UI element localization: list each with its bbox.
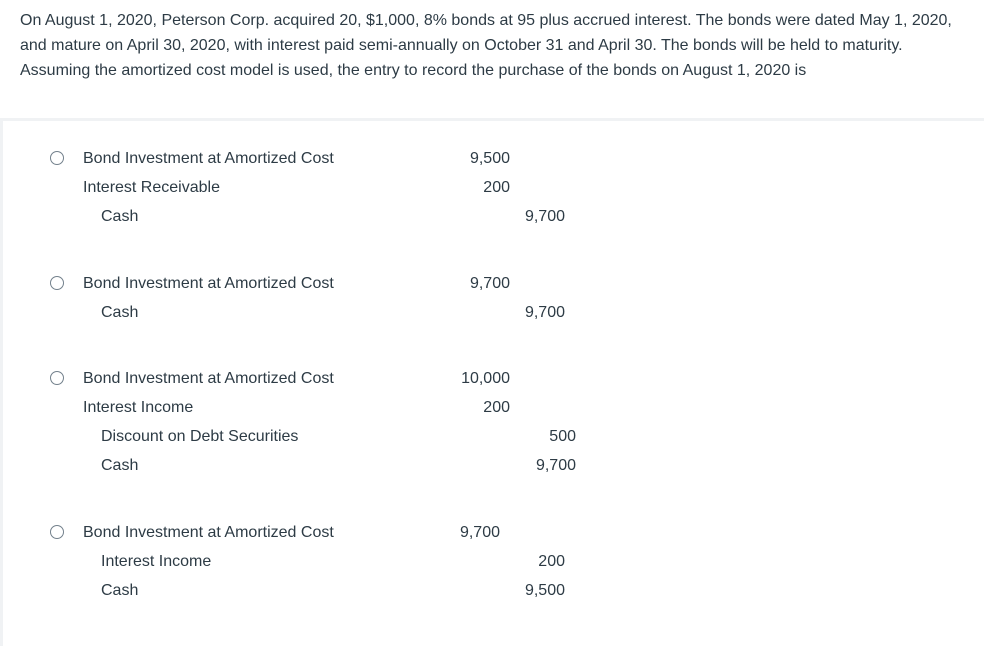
- credit-amount: 500: [549, 428, 576, 445]
- journal-line: [0, 576, 984, 605]
- debit-amount: 9,700: [459, 524, 500, 541]
- account-name: Interest Income: [83, 399, 194, 416]
- journal-line: [0, 298, 984, 327]
- debit-amount: 200: [483, 179, 510, 196]
- debit-amount: 9,700: [469, 275, 510, 292]
- account-name: Bond Investment at Amortized Cost: [83, 150, 334, 167]
- question-text: On August 1, 2020, Peterson Corp. acquired 20, $1,000, 8% bonds at 95 plus accrued interest. The bonds were dated May 1, 2020, and mature on April 30, 2020, with interest paid semi-annually on October 31 and April 30. The bonds will be held to maturity. Assuming the amortized cost model is used, the entry to record the purchase of the bonds on August 1, 2020 is: [20, 12, 952, 79]
- credit-amount: 9,700: [524, 304, 565, 321]
- credit-amount: 9,500: [524, 582, 565, 599]
- journal-line: [0, 518, 984, 547]
- account-name: Interest Income: [101, 553, 212, 570]
- credit-amount: 200: [538, 553, 565, 570]
- account-name: Cash: [101, 457, 139, 474]
- question-area: [0, 0, 984, 120]
- account-name: Bond Investment at Amortized Cost: [83, 275, 334, 292]
- account-name: Bond Investment at Amortized Cost: [83, 524, 334, 541]
- journal-line: [0, 202, 984, 231]
- account-name: Bond Investment at Amortized Cost: [83, 370, 334, 387]
- debit-amount: 200: [483, 399, 510, 416]
- account-name: Interest Receivable: [83, 179, 220, 196]
- journal-line: [0, 451, 984, 480]
- debit-amount: 10,000: [461, 370, 510, 387]
- journal-line: [0, 269, 984, 298]
- journal-line: [0, 422, 984, 451]
- account-name: Cash: [101, 208, 139, 225]
- journal-line: [0, 547, 984, 576]
- debit-amount: 9,500: [469, 150, 510, 167]
- journal-line: [0, 144, 984, 173]
- credit-amount: 9,700: [535, 457, 576, 474]
- journal-line: [0, 364, 984, 393]
- journal-line: [0, 173, 984, 202]
- journal-line: [0, 393, 984, 422]
- account-name: Cash: [101, 304, 139, 321]
- account-name: Discount on Debt Securities: [101, 428, 299, 445]
- credit-amount: 9,700: [524, 208, 565, 225]
- account-name: Cash: [101, 582, 139, 599]
